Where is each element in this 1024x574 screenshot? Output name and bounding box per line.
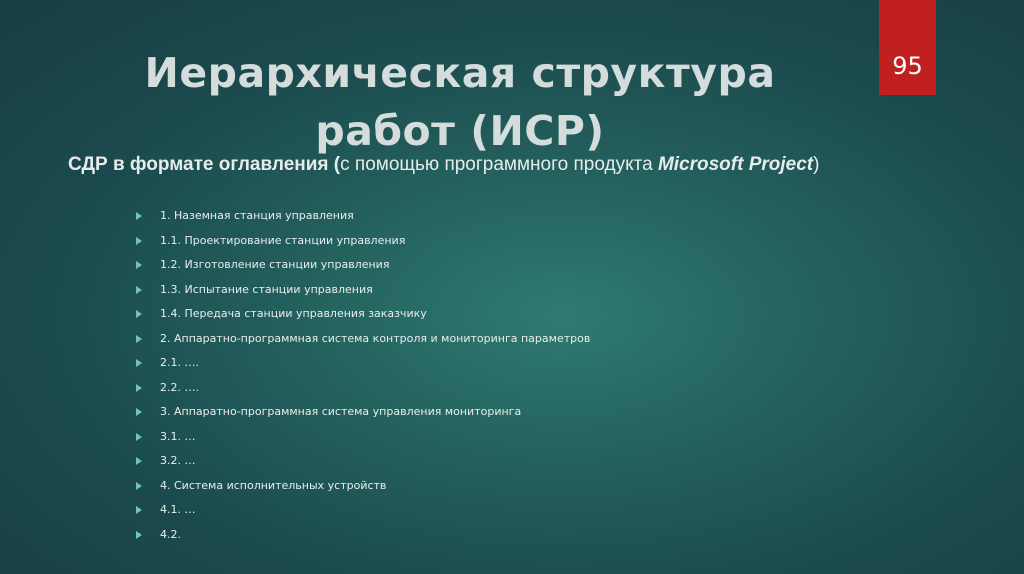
list-item [136,204,956,229]
subtitle-part-2: с помощью программного продукта [340,154,658,175]
list-item [136,278,956,303]
page-number: 95 [892,52,923,80]
slide-title [110,44,810,160]
triangle-bullet-icon [136,261,142,269]
triangle-bullet-icon [136,212,142,220]
list-item-label: 1.4. Передача станции управления заказчику [160,307,427,320]
list-item-label: 4. Система исполнительных устройств [160,478,387,492]
list-item [136,425,956,450]
triangle-bullet-icon [136,433,142,441]
subtitle-part-4: ) [813,154,820,175]
list-item [136,449,956,474]
list-item [136,498,956,523]
list-item-label: 2.1. …. [160,356,199,369]
list-item [136,400,956,425]
list-item-label: 4.1. … [160,503,196,516]
list-item-label: 3.1. … [160,429,196,443]
list-item [136,302,956,327]
page-number-badge [879,0,936,95]
list-item [136,474,956,499]
triangle-bullet-icon [136,531,142,539]
triangle-bullet-icon [136,384,142,392]
list-item [136,351,956,376]
triangle-bullet-icon [136,335,142,343]
triangle-bullet-icon [136,359,142,367]
triangle-bullet-icon [136,506,142,514]
list-item [136,523,956,548]
list-item-label: 1.2. Изготовление станции управления [160,258,390,271]
list-item-label: 1.3. Испытание станции управления [160,282,373,296]
slide-subtitle [68,153,968,177]
list-item-label: 2. Аппаратно-программная система контроля и мониторинга параметров [160,331,591,345]
list-item [136,327,956,352]
title-line-2: работ (ИСР) [315,107,605,155]
subtitle-part-3: Microsoft Project [657,154,814,175]
triangle-bullet-icon [136,286,142,294]
triangle-bullet-icon [136,237,142,245]
list-item-label: 4.2. [160,527,181,541]
subtitle-part-1: СДР в формате оглавления ( [68,154,341,175]
triangle-bullet-icon [136,310,142,318]
triangle-bullet-icon [136,482,142,490]
title-line-1: Иерархическая структура [144,49,776,97]
list-item-label: 1. Наземная станция управления [160,209,354,222]
list-item-label: 1.1. Проектирование станции управления [160,233,406,247]
list-item [136,253,956,278]
list-item-label: 3.2. … [160,454,196,467]
wbs-list [136,204,956,547]
list-item [136,376,956,401]
triangle-bullet-icon [136,408,142,416]
list-item-label: 2.2. …. [160,380,199,394]
triangle-bullet-icon [136,457,142,465]
list-item-label: 3. Аппаратно-программная система управления мониторинга [160,405,522,418]
list-item [136,229,956,254]
